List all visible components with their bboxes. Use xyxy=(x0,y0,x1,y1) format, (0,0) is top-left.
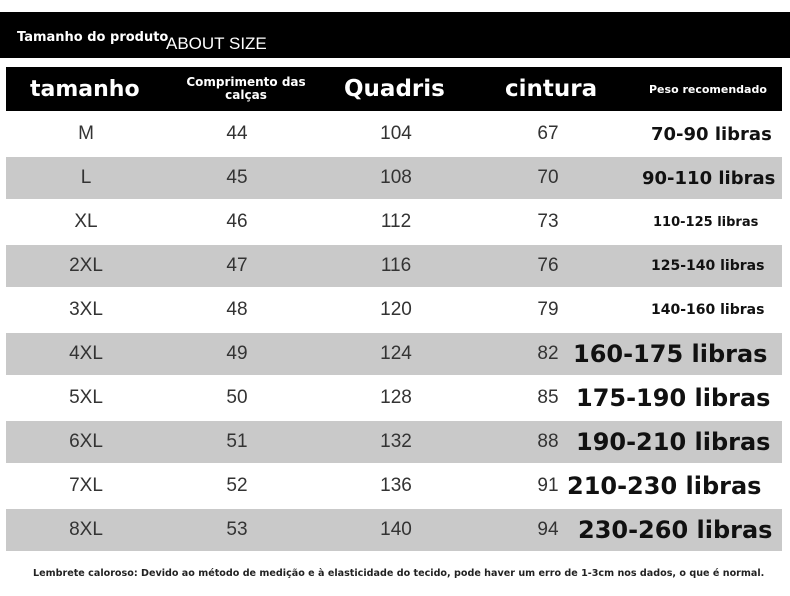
cell-waist: 91 xyxy=(537,475,559,496)
cell-length: 47 xyxy=(226,255,248,276)
cell-waist: 88 xyxy=(537,431,559,452)
header-waist: cintura xyxy=(505,76,598,102)
cell-size: 7XL xyxy=(69,475,103,496)
header-size: tamanho xyxy=(30,76,140,102)
table-row xyxy=(6,377,782,419)
cell-size: XL xyxy=(74,211,98,232)
cell-waist: 70 xyxy=(537,167,559,188)
cell-hip: 128 xyxy=(380,387,412,408)
size-table-body xyxy=(6,113,782,553)
cell-waist: 79 xyxy=(537,299,559,320)
table-row xyxy=(6,333,782,375)
cell-hip: 132 xyxy=(380,431,412,452)
cell-length: 52 xyxy=(226,475,248,496)
cell-size: 8XL xyxy=(69,519,103,540)
table-row xyxy=(6,465,782,507)
cell-waist: 76 xyxy=(537,255,559,276)
cell-weight: 90-110 libras xyxy=(642,167,776,189)
cell-length: 51 xyxy=(226,431,248,452)
header-length: Comprimento das calças xyxy=(186,75,306,102)
cell-hip: 124 xyxy=(380,343,412,364)
banner-title-pt: Tamanho do produto xyxy=(17,30,169,45)
cell-size: 4XL xyxy=(69,343,103,364)
footer-note: Lembrete caloroso: Devido ao método de medição e à elasticidade do tecido, pode haver um erro de 1-3cm nos dados, o que é normal. xyxy=(33,568,765,579)
cell-waist: 67 xyxy=(537,123,559,144)
cell-length: 49 xyxy=(226,343,248,364)
cell-weight: 125-140 libras xyxy=(651,258,765,274)
cell-length: 44 xyxy=(226,123,248,144)
cell-weight: 210-230 libras xyxy=(567,472,762,500)
cell-length: 53 xyxy=(226,519,248,540)
cell-size: L xyxy=(80,167,92,188)
header-hip: Quadris xyxy=(344,76,445,102)
cell-weight: 110-125 libras xyxy=(653,214,759,230)
cell-hip: 108 xyxy=(380,167,412,188)
cell-weight: 175-190 libras xyxy=(576,384,771,412)
cell-length: 46 xyxy=(226,211,248,232)
cell-waist: 73 xyxy=(537,211,559,232)
cell-size: 3XL xyxy=(69,299,103,320)
cell-hip: 136 xyxy=(380,475,412,496)
table-row xyxy=(6,113,782,155)
banner-title-en: ABOUT SIZE xyxy=(166,34,267,53)
cell-weight: 160-175 libras xyxy=(573,340,768,368)
top-banner xyxy=(0,12,790,58)
cell-size: 6XL xyxy=(69,431,103,452)
cell-hip: 104 xyxy=(380,123,412,144)
table-header xyxy=(6,67,782,111)
cell-weight: 140-160 libras xyxy=(651,302,765,318)
table-row xyxy=(6,157,782,199)
cell-hip: 116 xyxy=(380,255,412,276)
cell-hip: 140 xyxy=(380,519,412,540)
cell-hip: 120 xyxy=(380,299,412,320)
cell-hip: 112 xyxy=(380,211,412,232)
header-weight: Peso recomendado xyxy=(649,82,767,96)
cell-waist: 85 xyxy=(537,387,559,408)
table-row xyxy=(6,509,782,551)
table-row xyxy=(6,245,782,287)
cell-size: 2XL xyxy=(69,255,103,276)
cell-weight: 190-210 libras xyxy=(576,428,771,456)
table-row xyxy=(6,289,782,331)
cell-weight: 230-260 libras xyxy=(578,516,773,544)
table-row xyxy=(6,201,782,243)
cell-waist: 94 xyxy=(537,519,559,540)
table-row xyxy=(6,421,782,463)
cell-size: 5XL xyxy=(69,387,103,408)
cell-length: 50 xyxy=(226,387,248,408)
cell-waist: 82 xyxy=(537,343,559,364)
cell-size: M xyxy=(78,123,94,144)
cell-length: 48 xyxy=(226,299,248,320)
cell-weight: 70-90 libras xyxy=(651,123,772,145)
cell-length: 45 xyxy=(226,167,248,188)
